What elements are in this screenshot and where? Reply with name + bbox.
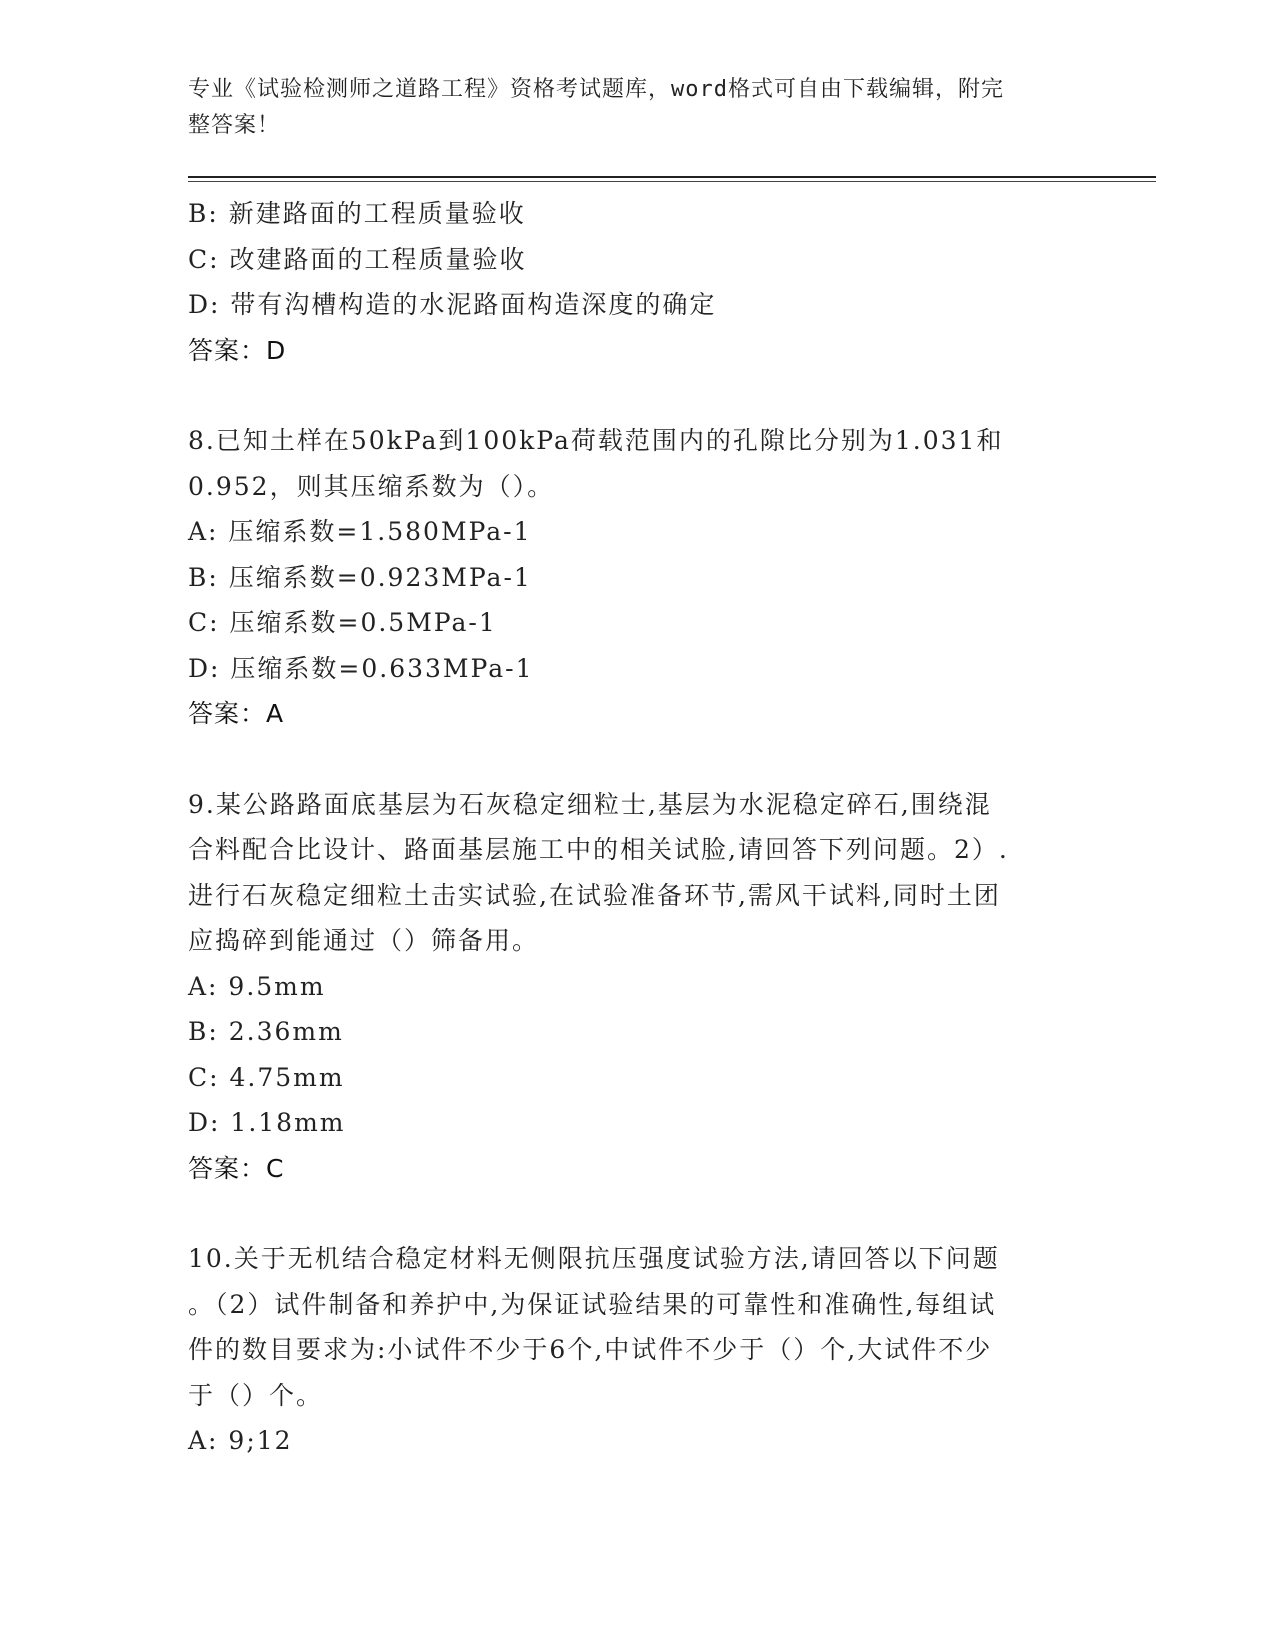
question-8 [188, 418, 1078, 737]
q9-option-c: C: 4.75mm [188, 1062, 345, 1092]
q9-stem-line-4: 应捣碎到能通过（）筛备用。 [188, 926, 540, 955]
q7-option-d: D: 带有沟槽构造的水泥路面构造深度的确定 [188, 290, 717, 319]
question-spacer [188, 1191, 1078, 1236]
q8-option-a: A: 压缩系数=1.580MPa-1 [188, 517, 532, 546]
q8-option-b: B: 压缩系数=0.923MPa-1 [188, 562, 532, 592]
q9-option-b: B: 2.36mm [188, 1017, 344, 1046]
q10-stem-line-3: 件的数目要求为:小试件不少于6个,中试件不少于（）个,大试件不少 [188, 1335, 993, 1364]
header-line-2: 整答案！ [188, 113, 281, 138]
q10-stem-line-4: 于（）个。 [188, 1380, 324, 1410]
q7-answer: 答案：D [188, 335, 287, 365]
question-10 [188, 1236, 1078, 1464]
q8-stem-line-1: 8.已知土样在50kPa到100kPa荷载范围内的孔隙比分别为1.031和 [188, 426, 1004, 455]
question-content [188, 191, 1078, 1464]
q9-option-d: D: 1.18mm [188, 1108, 346, 1137]
q10-stem-line-1: 10.关于无机结合稳定材料无侧限抗压强度试验方法,请回答以下问题 [188, 1244, 1000, 1273]
q9-stem-line-2: 合料配合比设计、路面基层施工中的相关试脸,请回答下列问题。2）. [188, 835, 1009, 864]
question-spacer [188, 737, 1078, 782]
q9-answer: 答案：C [188, 1153, 285, 1183]
q9-option-a: A: 9.5mm [188, 971, 326, 1001]
question-7 [188, 191, 1078, 373]
question-spacer [188, 373, 1078, 418]
header-line-1: 专业《试验检测师之道路工程》资格考试题库，word格式可自由下载编辑，附完 [188, 77, 1004, 102]
header-divider-thin [188, 181, 1156, 182]
document-header [188, 72, 1068, 144]
q8-answer: 答案：A [188, 699, 285, 728]
q10-option-a: A: 9;12 [188, 1426, 293, 1455]
q9-stem-line-3: 进行石灰稳定细粒土击实试验,在试验准备环节,需风干试料,同时土团 [188, 880, 1001, 910]
q8-stem-line-2: 0.952，则其压缩系数为（）。 [188, 471, 555, 501]
q7-option-c: C: 改建路面的工程质量验收 [188, 244, 527, 274]
q8-option-d: D: 压缩系数=0.633MPa-1 [188, 653, 534, 683]
q10-stem-line-2: 。（2）试件制备和养护中,为保证试验结果的可靠性和准确性,每组试 [188, 1289, 997, 1319]
question-9 [188, 782, 1078, 1192]
header-divider-thick [188, 176, 1156, 178]
q7-option-b: B: 新建路面的工程质量验收 [188, 199, 526, 228]
q8-option-c: C: 压缩系数=0.5MPa-1 [188, 608, 497, 637]
q9-stem-line-1: 9.某公路路面底基层为石灰稳定细粒士,基层为水泥稳定碎石,围绕混 [188, 789, 992, 819]
